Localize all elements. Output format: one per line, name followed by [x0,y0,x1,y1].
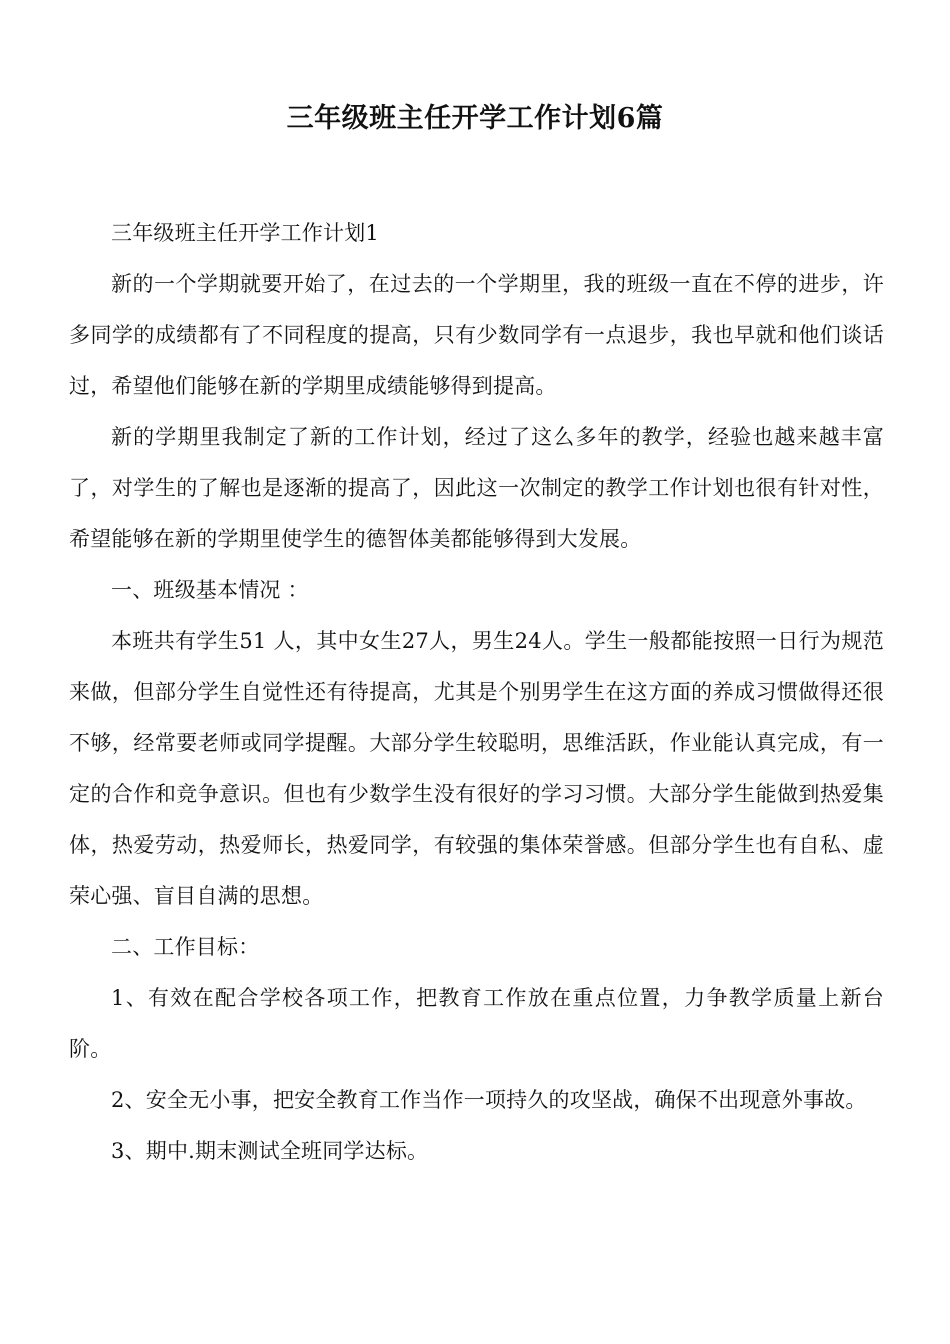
section-heading-plan-1: 三年级班主任开学工作计划1 [111,221,379,245]
section-heading-work-goals: 二、工作目标： [111,935,260,959]
goal-item-3: 3、期中.期末测试全班同学达标。 [111,1139,429,1163]
paragraph-new-plan: 新的学期里我制定了新的工作计划，经过了这么多年的教学，经验也越来越丰富了，对学生的了解也是逐渐的提高了，因此这一次制定的教学工作计划也很有针对性，希望能够在新的学期里使学生的德智体美都能够得到大发展。 [69,425,884,551]
section-heading-class-situation: 一、班级基本情况 ： [111,578,309,602]
paragraph-intro: 新的一个学期就要开始了，在过去的一个学期里，我的班级一直在不停的进步，许多同学的成绩都有了不同程度的提高，只有少数同学有一点退步，我也早就和他们谈话过，希望他们能够在新的学期里成绩能够得到提高。 [69,272,884,398]
document-body [69,208,884,1177]
document-title: 三年级班主任开学工作计划6篇 [286,103,664,134]
goal-item-2: 2、安全无小事，把安全教育工作当作一项持久的攻坚战，确保不出现意外事故。 [111,1088,867,1112]
goal-item-1: 1、有效在配合学校各项工作，把教育工作放在重点位置，力争教学质量上新台阶。 [69,986,884,1061]
paragraph-class-situation: 本班共有学生51 人，其中女生27人，男生24人。学生一般都能按照一日行为规范来做，但部分学生自觉性还有待提高，尤其是个别男学生在这方面的养成习惯做得还很不够，经常要老师或同学提醒。大部分学生较聪明，思维活跃，作业能认真完成，有一定的合作和竞争意识。但也有少数学生没有很好的学习习惯。大部分学生能做到热爱集体，热爱劳动，热爱师长，热爱同学，有较强的集体荣誉感。但部分学生也有自私、虚荣心强、盲目自满的思想。 [69,629,884,908]
